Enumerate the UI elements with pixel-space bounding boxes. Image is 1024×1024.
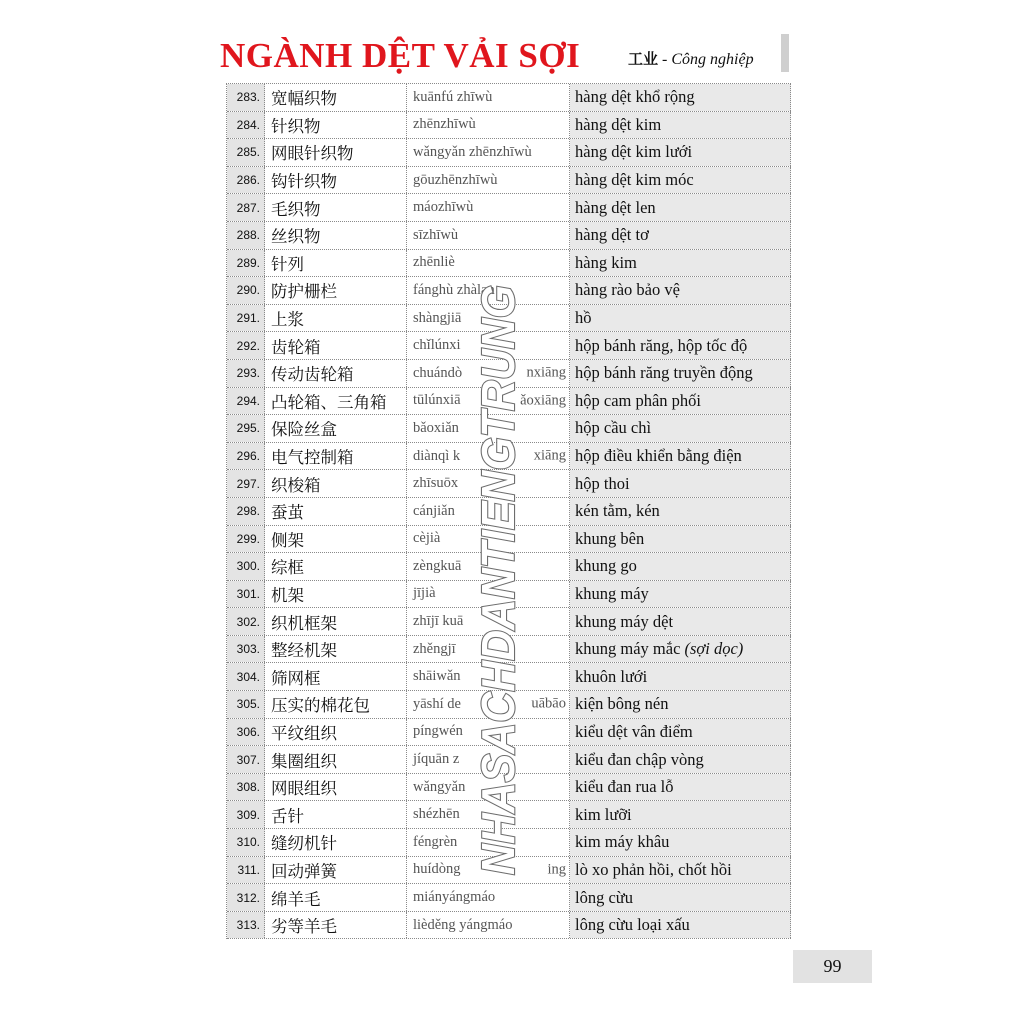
entry-pinyin-text: cèjià	[413, 530, 441, 547]
entry-number: 285.	[227, 139, 265, 166]
entry-vietnamese	[570, 829, 791, 856]
entry-number: 289.	[227, 250, 265, 277]
entry-pinyin-text: máozhīwù	[413, 199, 474, 216]
entry-chinese: 回动弹簧	[265, 857, 407, 884]
entry-number: 295.	[227, 415, 265, 442]
entry-vietnamese-text: khuôn lưới	[575, 666, 648, 686]
entry-pinyin	[407, 691, 570, 718]
entry-vietnamese-text: khung máy dệt	[575, 611, 674, 631]
entry-number: 300.	[227, 553, 265, 580]
entry-pinyin-tail: uābāo	[531, 695, 566, 712]
entry-chinese: 整经机架	[265, 636, 407, 663]
entry-chinese: 筛网框	[265, 663, 407, 690]
entry-number: 290.	[227, 277, 265, 304]
entry-number: 305.	[227, 691, 265, 718]
entry-pinyin	[407, 360, 570, 387]
entry-chinese: 机架	[265, 581, 407, 608]
page-number-box	[793, 950, 872, 983]
entry-chinese: 齿轮箱	[265, 332, 407, 359]
entry-pinyin-tail: xiāng	[533, 447, 566, 464]
entry-pinyin	[407, 305, 570, 332]
entry-number: 291.	[227, 305, 265, 332]
entry-chinese: 保险丝盒	[265, 415, 407, 442]
entry-pinyin	[407, 746, 570, 773]
entry-chinese: 上浆	[265, 305, 407, 332]
entry-pinyin	[407, 857, 570, 884]
table-row	[227, 222, 791, 250]
entry-vietnamese-text: khung go	[575, 556, 637, 576]
entry-chinese: 凸轮箱、三角箱	[265, 388, 407, 415]
table-row	[227, 277, 791, 305]
entry-pinyin-tail: ing	[547, 861, 566, 878]
entry-vietnamese	[570, 139, 791, 166]
table-row	[227, 857, 791, 885]
entry-chinese: 防护栅栏	[265, 277, 407, 304]
entry-vietnamese-text: hộp cam phân phối	[575, 390, 702, 410]
entry-chinese: 宽幅织物	[265, 84, 407, 111]
entry-pinyin-text: zhēnliè	[413, 254, 455, 271]
entry-vietnamese-text: hộp bánh răng truyền động	[575, 363, 753, 383]
entry-pinyin-text: kuānfú zhīwù	[413, 88, 493, 105]
entry-vietnamese-text: kiện bông nén	[575, 694, 669, 714]
entry-vietnamese	[570, 884, 791, 911]
table-row	[227, 801, 791, 829]
table-row	[227, 663, 791, 691]
entry-chinese: 织梭箱	[265, 470, 407, 497]
entry-number: 308.	[227, 774, 265, 801]
entry-vietnamese	[570, 112, 791, 139]
entry-vietnamese	[570, 222, 791, 249]
entry-pinyin	[407, 801, 570, 828]
entry-number: 306.	[227, 719, 265, 746]
entry-vietnamese-text: hàng dệt kim lưới	[575, 142, 693, 162]
entry-number: 307.	[227, 746, 265, 773]
entry-chinese: 钩针织物	[265, 167, 407, 194]
entry-pinyin	[407, 581, 570, 608]
entry-vietnamese-text: kiểu đan chập vòng	[575, 749, 704, 769]
table-row	[227, 415, 791, 443]
entry-vietnamese	[570, 663, 791, 690]
entry-pinyin-text: zèngkuā	[413, 557, 462, 574]
entry-vietnamese-text: hàng dệt tơ	[575, 225, 649, 245]
entry-pinyin-text: gōuzhēnzhīwù	[413, 171, 498, 188]
entry-vietnamese	[570, 167, 791, 194]
entry-vietnamese-text: khung máy mắc	[575, 639, 685, 659]
entry-pinyin	[407, 277, 570, 304]
table-row	[227, 388, 791, 416]
entry-vietnamese	[570, 443, 791, 470]
entry-number: 297.	[227, 470, 265, 497]
entry-chinese: 传动齿轮箱	[265, 360, 407, 387]
entry-pinyin-tail: ǎoxiāng	[520, 392, 566, 409]
entry-vietnamese	[570, 498, 791, 525]
entry-pinyin-text: bǎoxiǎn	[413, 419, 459, 436]
entry-pinyin	[407, 553, 570, 580]
entry-pinyin-text: chǐlúnxi	[413, 337, 461, 354]
entry-vietnamese	[570, 912, 791, 939]
entry-vietnamese-text: kiểu dệt vân điểm	[575, 721, 693, 741]
entry-pinyin	[407, 636, 570, 663]
entry-chinese: 侧架	[265, 526, 407, 553]
entry-vietnamese	[570, 194, 791, 221]
entry-number: 294.	[227, 388, 265, 415]
entry-vietnamese	[570, 581, 791, 608]
entry-vietnamese-text: hộp thoi	[575, 473, 630, 493]
entry-pinyin-text: féngrèn	[413, 833, 458, 850]
entry-vietnamese-text: kén tằm, kén	[575, 501, 660, 521]
entry-vietnamese-text: hàng dệt kim	[575, 114, 662, 134]
entry-chinese: 网眼组织	[265, 774, 407, 801]
entry-vietnamese-text: kim lưỡi	[575, 804, 632, 824]
entry-pinyin	[407, 719, 570, 746]
entry-pinyin	[407, 332, 570, 359]
entry-number: 309.	[227, 801, 265, 828]
entry-vietnamese-text: hộp bánh răng, hộp tốc độ	[575, 335, 748, 355]
entry-vietnamese	[570, 360, 791, 387]
watermark-text: NHASACHDANTIENGTRUNG	[472, 241, 524, 875]
entry-pinyin-text: zhīsuōx	[413, 475, 459, 492]
entry-vietnamese-text: hàng dệt len	[575, 197, 656, 217]
entry-number: 311.	[227, 857, 265, 884]
entry-vietnamese	[570, 470, 791, 497]
table-row	[227, 194, 791, 222]
header-side-bar	[781, 34, 789, 72]
entry-pinyin	[407, 139, 570, 166]
entry-vietnamese	[570, 608, 791, 635]
entry-pinyin-text: miányángmáo	[413, 889, 496, 906]
entry-vietnamese	[570, 553, 791, 580]
entry-number: 298.	[227, 498, 265, 525]
entry-vietnamese-note: (sợi dọc)	[684, 639, 744, 659]
entry-vietnamese	[570, 415, 791, 442]
table-row	[227, 305, 791, 333]
entry-pinyin-text: jíquān z	[413, 751, 460, 768]
entry-pinyin	[407, 112, 570, 139]
entry-pinyin	[407, 829, 570, 856]
entry-vietnamese	[570, 250, 791, 277]
page-number: 99	[823, 956, 842, 976]
entry-number: 286.	[227, 167, 265, 194]
entry-pinyin-text: shézhēn	[413, 806, 460, 823]
entry-vietnamese	[570, 277, 791, 304]
entry-pinyin-text: zhēnzhīwù	[413, 116, 476, 133]
entry-pinyin	[407, 498, 570, 525]
entry-pinyin-text: tūlúnxiā	[413, 392, 461, 409]
entry-number: 313.	[227, 912, 265, 939]
entry-vietnamese-text: hộp điều khiển bằng điện	[575, 446, 742, 466]
table-row	[227, 470, 791, 498]
entry-vietnamese	[570, 636, 791, 663]
table-row	[227, 360, 791, 388]
table-row	[227, 498, 791, 526]
entry-pinyin	[407, 194, 570, 221]
entry-vietnamese	[570, 691, 791, 718]
entry-vietnamese	[570, 774, 791, 801]
entry-vietnamese-text: lông cừu loại xấu	[575, 915, 690, 935]
entry-pinyin	[407, 443, 570, 470]
entry-number: 303.	[227, 636, 265, 663]
entry-pinyin-text: cánjiǎn	[413, 502, 455, 519]
table-row	[227, 84, 791, 112]
entry-number: 304.	[227, 663, 265, 690]
entry-chinese: 集圈组织	[265, 746, 407, 773]
entry-chinese: 绵羊毛	[265, 884, 407, 911]
entry-pinyin-text: fánghù zhàlan	[413, 281, 495, 298]
entry-vietnamese-text: hàng dệt khổ rộng	[575, 87, 695, 107]
table-row	[227, 443, 791, 471]
entry-vietnamese-text: kim máy khâu	[575, 832, 670, 852]
entry-pinyin	[407, 912, 570, 939]
entry-vietnamese-text: hộp cầu chì	[575, 418, 652, 438]
entry-pinyin-text: sīzhīwù	[413, 226, 459, 243]
entry-pinyin	[407, 663, 570, 690]
entry-vietnamese-text: hàng rào bảo vệ	[575, 280, 680, 300]
section-label	[628, 48, 754, 69]
entry-chinese: 综框	[265, 553, 407, 580]
entry-vietnamese	[570, 305, 791, 332]
entry-vietnamese-text: kiểu đan rua lỗ	[575, 777, 674, 797]
entry-vietnamese-text: lông cừu	[575, 887, 633, 907]
entry-vietnamese-text: khung máy	[575, 583, 649, 603]
entry-number: 288.	[227, 222, 265, 249]
entry-pinyin-text: chuándò	[413, 364, 463, 381]
entry-number: 292.	[227, 332, 265, 359]
entry-chinese: 舌针	[265, 801, 407, 828]
table-row	[227, 774, 791, 802]
entry-pinyin	[407, 250, 570, 277]
entry-pinyin-text: jījià	[413, 585, 436, 602]
table-row	[227, 332, 791, 360]
entry-vietnamese-text: khung bên	[575, 528, 645, 548]
entry-number: 312.	[227, 884, 265, 911]
entry-pinyin	[407, 388, 570, 415]
entry-chinese: 电气控制箱	[265, 443, 407, 470]
entry-number: 310.	[227, 829, 265, 856]
entry-number: 287.	[227, 194, 265, 221]
table-row	[227, 167, 791, 195]
entry-vietnamese	[570, 332, 791, 359]
entry-pinyin-tail: nxiāng	[526, 364, 566, 381]
entry-vietnamese	[570, 388, 791, 415]
entry-pinyin	[407, 884, 570, 911]
entry-pinyin	[407, 222, 570, 249]
entry-pinyin	[407, 415, 570, 442]
entry-pinyin-text: huídòng	[413, 861, 461, 878]
vocabulary-table	[226, 83, 791, 939]
entry-chinese: 织机框架	[265, 608, 407, 635]
table-row	[227, 581, 791, 609]
entry-pinyin	[407, 84, 570, 111]
table-row	[227, 636, 791, 664]
entry-pinyin	[407, 774, 570, 801]
entry-vietnamese-text: lò xo phản hồi, chốt hồi	[575, 859, 732, 879]
entry-number: 284.	[227, 112, 265, 139]
entry-vietnamese-text: hàng dệt kim móc	[575, 170, 694, 190]
entry-number: 296.	[227, 443, 265, 470]
entry-chinese: 压实的棉花包	[265, 691, 407, 718]
entry-pinyin-text: yāshí de	[413, 695, 461, 712]
entry-chinese: 劣等羊毛	[265, 912, 407, 939]
entry-vietnamese	[570, 801, 791, 828]
entry-vietnamese	[570, 719, 791, 746]
entry-pinyin-text: píngwén	[413, 723, 463, 740]
entry-vietnamese	[570, 746, 791, 773]
entry-number: 299.	[227, 526, 265, 553]
table-row	[227, 912, 791, 940]
entry-vietnamese-text: hàng kim	[575, 252, 637, 272]
entry-chinese: 平纹组织	[265, 719, 407, 746]
table-row	[227, 139, 791, 167]
entry-pinyin-text: diànqì k	[413, 447, 461, 464]
table-row	[227, 719, 791, 747]
table-row	[227, 746, 791, 774]
section-label-chinese: 工业	[628, 50, 659, 68]
entry-chinese: 缝纫机针	[265, 829, 407, 856]
entry-chinese: 蚕茧	[265, 498, 407, 525]
entry-pinyin-text: lièděng yángmáo	[413, 916, 513, 933]
entry-vietnamese-text: hồ	[575, 308, 592, 328]
entry-pinyin	[407, 470, 570, 497]
table-row	[227, 829, 791, 857]
entry-number: 301.	[227, 581, 265, 608]
entry-pinyin	[407, 526, 570, 553]
entry-pinyin	[407, 167, 570, 194]
entry-pinyin-text: shāiwǎn	[413, 668, 461, 685]
entry-vietnamese	[570, 84, 791, 111]
entry-chinese: 毛织物	[265, 194, 407, 221]
section-label-vietnamese: - Công nghiệp	[658, 51, 754, 68]
entry-chinese: 针列	[265, 250, 407, 277]
entry-chinese: 网眼针织物	[265, 139, 407, 166]
entry-pinyin-text: zhījī kuā	[413, 613, 464, 630]
entry-pinyin	[407, 608, 570, 635]
table-row	[227, 553, 791, 581]
entry-pinyin-text: wǎngyǎn	[413, 778, 466, 795]
entry-chinese: 丝织物	[265, 222, 407, 249]
entry-vietnamese	[570, 857, 791, 884]
entry-chinese: 针织物	[265, 112, 407, 139]
entry-pinyin-text: shàngjiā	[413, 309, 462, 326]
entry-number: 283.	[227, 84, 265, 111]
table-row	[227, 112, 791, 140]
table-row	[227, 608, 791, 636]
page-title: NGÀNH DỆT VẢI SỢI	[220, 36, 581, 75]
table-row	[227, 526, 791, 554]
entry-number: 302.	[227, 608, 265, 635]
table-row	[227, 691, 791, 719]
table-row	[227, 884, 791, 912]
entry-vietnamese	[570, 526, 791, 553]
table-row	[227, 250, 791, 278]
entry-pinyin-text: wǎngyǎn zhēnzhīwù	[413, 143, 532, 160]
entry-number: 293.	[227, 360, 265, 387]
entry-pinyin-text: zhěngjī	[413, 640, 456, 657]
